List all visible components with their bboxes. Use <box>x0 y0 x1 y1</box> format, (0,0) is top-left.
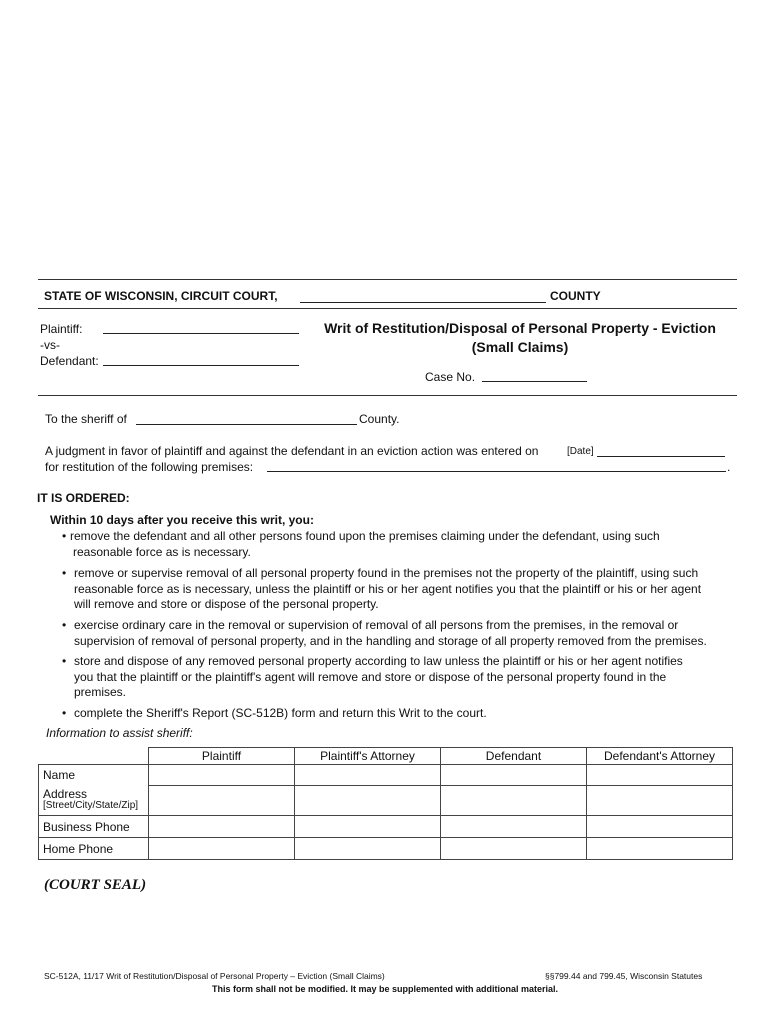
col-plaintiff-attorney: Plaintiff's Attorney <box>295 748 441 765</box>
address-label: Address <box>43 787 88 802</box>
bullet-item: • remove or supervise removal of all personal property found in the premises not the property of the plaintiff, using such reasonable force as is necessary, unless the plaintiff or his or her agent notifies you that the plaintiff or his or her agent will remove and store or dispose of the personal property. <box>62 566 742 613</box>
judgment-text: A judgment in favor of plaintiff and against the defendant in an eviction action was entered on <box>45 444 539 458</box>
plaintiff-field[interactable] <box>103 333 299 334</box>
name-label: Name <box>43 768 76 783</box>
address-hint: [Street/City/State/Zip] <box>43 800 139 812</box>
business-phone-label: Business Phone <box>43 819 130 834</box>
bullet-item: • exercise ordinary care in the removal or supervision of removal of all persons from the premises, in the removal or supervision of removal of personal property, and in the handling and storage of all property removed from the premises. <box>62 618 742 649</box>
date-tag: [Date] <box>567 446 594 457</box>
case-no-label: Case No. <box>425 370 476 384</box>
row-label-home-phone <box>39 838 149 860</box>
sheriff-county-field[interactable] <box>136 424 357 425</box>
bullet-line: exercise ordinary care in the removal or supervision of removal of all persons from the premises, in the removal or <box>74 618 679 632</box>
premises-end: . <box>727 460 731 474</box>
row-label-address <box>39 786 149 816</box>
defendant-business-phone-cell[interactable] <box>441 816 587 838</box>
county-name-field[interactable] <box>300 302 546 303</box>
footer-form-id: SC-512A, 11/17 Writ of Restitution/Disposal of Personal Property – Eviction (Small Claims) <box>44 971 385 981</box>
order-heading: IT IS ORDERED: <box>37 491 130 505</box>
title-rule <box>38 395 737 396</box>
bullet-line: remove or supervise removal of all personal property found in the premises not the property of the plaintiff, using such <box>74 566 699 580</box>
defendant-attorney-name-cell[interactable] <box>587 765 733 786</box>
bullet-item: • complete the Sheriff's Report (SC-512B) form and return this Writ to the court. <box>62 706 742 722</box>
plaintiff-attorney-name-cell[interactable] <box>295 765 441 786</box>
col-plaintiff: Plaintiff <box>149 748 295 765</box>
bullet-line: complete the Sheriff's Report (SC-512B) form and return this Writ to the court. <box>74 706 487 720</box>
top-rule <box>38 279 737 280</box>
row-label-name <box>39 765 149 786</box>
bullet-item: • remove the defendant and all other persons found upon the premises claiming under the defendant, using such reasonable force as is necessary. <box>62 529 742 560</box>
info-heading: Information to assist sheriff: <box>46 726 193 740</box>
vs-label: -vs- <box>40 338 60 352</box>
bullet-line: store and dispose of any removed personal property according to law unless the plaintiff or his or her agent notifies <box>74 654 683 668</box>
footer-notice: This form shall not be modified. It may be supplemented with additional material. <box>211 984 559 994</box>
plaintiff-attorney-home-phone-cell[interactable] <box>295 838 441 860</box>
plaintiff-address-cell[interactable] <box>149 786 295 816</box>
col-defendant: Defendant <box>441 748 587 765</box>
bullet-line: reasonable force as is necessary, unless the plaintiff or his or her agent notifies you that the plaintiff or his or her agent <box>74 581 702 596</box>
premises-field[interactable] <box>267 471 726 472</box>
home-phone-label: Home Phone <box>43 841 114 856</box>
defendant-address-cell[interactable] <box>441 786 587 816</box>
defendant-attorney-home-phone-cell[interactable] <box>587 838 733 860</box>
order-bullets <box>62 706 742 722</box>
row-label-business-phone <box>39 816 149 838</box>
court-line: STATE OF WISCONSIN, CIRCUIT COURT, <box>44 289 278 303</box>
judgment-date-field[interactable] <box>597 456 725 457</box>
order-bullets <box>62 654 742 701</box>
defendant-attorney-business-phone-cell[interactable] <box>587 816 733 838</box>
premises-label: for restitution of the following premises: <box>45 460 254 474</box>
footer-statutes: §§799.44 and 799.45, Wisconsin Statutes <box>545 971 703 981</box>
order-bullets <box>62 618 742 649</box>
blank-header <box>39 748 149 765</box>
bullet-line: reasonable force as is necessary. <box>73 544 251 559</box>
sheriff-prefix: To the sheriff of <box>45 412 127 426</box>
plaintiff-home-phone-cell[interactable] <box>149 838 295 860</box>
order-bullets <box>62 529 742 560</box>
col-defendant-attorney: Defendant's Attorney <box>587 748 733 765</box>
defendant-label: Defendant: <box>40 354 99 368</box>
plaintiff-business-phone-cell[interactable] <box>149 816 295 838</box>
plaintiff-attorney-business-phone-cell[interactable] <box>295 816 441 838</box>
bullet-line: you that the plaintiff or the plaintiff's agent will remove and store or dispose of the personal property found in the <box>74 669 667 684</box>
form-title: Writ of Restitution/Disposal of Personal Property - Eviction <box>324 320 716 336</box>
court-seal-label: (COURT SEAL) <box>44 877 147 893</box>
case-no-field[interactable] <box>482 381 587 382</box>
bullet-line: supervision of removal of personal property, and in the handling and storage of all property removed from the premises. <box>74 633 707 648</box>
plaintiff-name-cell[interactable] <box>149 765 295 786</box>
defendant-home-phone-cell[interactable] <box>441 838 587 860</box>
defendant-name-cell[interactable] <box>441 765 587 786</box>
order-bullets <box>62 566 742 613</box>
bullet-line: will remove and store or dispose of the personal property. <box>74 597 379 611</box>
order-subheading: Within 10 days after you receive this writ, you: <box>50 513 314 527</box>
defendant-field[interactable] <box>103 365 299 366</box>
defendant-attorney-address-cell[interactable] <box>587 786 733 816</box>
plaintiff-label: Plaintiff: <box>40 322 83 336</box>
bullet-line: remove the defendant and all other persons found upon the premises claiming under the defendant, using such <box>70 529 660 543</box>
plaintiff-attorney-address-cell[interactable] <box>295 786 441 816</box>
header-rule <box>38 308 737 309</box>
sheriff-suffix: County. <box>359 412 400 426</box>
county-label: COUNTY <box>550 289 601 303</box>
bullet-item: • store and dispose of any removed personal property according to law unless the plaintiff or his or her agent notifies you that the plaintiff or the plaintiff's agent will remove and store or dispose of the personal property found in the premises. <box>62 654 742 701</box>
info-table <box>38 747 733 860</box>
form-subtitle: (Small Claims) <box>471 339 569 355</box>
bullet-line: premises. <box>74 685 127 699</box>
